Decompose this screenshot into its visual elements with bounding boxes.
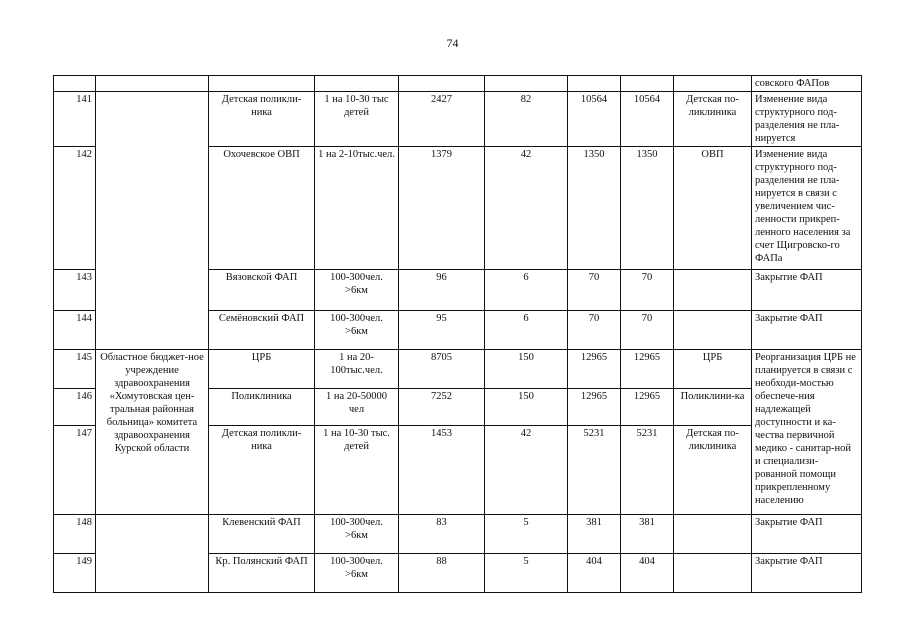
value-3: 381 <box>568 515 621 554</box>
row-note: Закрытие ФАП <box>752 515 862 554</box>
value-3: 10564 <box>568 92 621 147</box>
facilities-table <box>53 75 862 593</box>
value-3: 70 <box>568 270 621 311</box>
norm: 100-300чел. >6км <box>315 270 399 311</box>
unit-name: ЦРБ <box>209 350 315 389</box>
unit-type: Поликлини-ка <box>674 389 752 426</box>
value-1: 7252 <box>399 389 485 426</box>
unit-name: Семёновский ФАП <box>209 311 315 350</box>
norm: 1 на 2-10тыс.чел. <box>315 147 399 270</box>
cell-empty <box>399 76 485 92</box>
cell-empty <box>674 76 752 92</box>
unit-name: Детская поликли-ника <box>209 426 315 515</box>
value-3: 12965 <box>568 389 621 426</box>
value-1: 96 <box>399 270 485 311</box>
value-2: 42 <box>485 147 568 270</box>
table-row <box>54 92 862 147</box>
table-row <box>54 350 862 389</box>
cell-empty <box>209 76 315 92</box>
row-number: 144 <box>54 311 96 350</box>
page-number: 74 <box>446 36 459 50</box>
table-row <box>54 76 862 92</box>
value-1: 1453 <box>399 426 485 515</box>
row-number: 143 <box>54 270 96 311</box>
unit-type <box>674 515 752 554</box>
row-note: Реорганизация ЦРБ не планируется в связи с необходи-мостью обеспече-ния надлежащей доступности и ка-чества первичной медико - санитар-ной и специализи-рованной помощи прикрепленному населению <box>752 350 862 515</box>
organization-name: Областное бюджет-ное учреждение здравоохранения «Хомутовская цен-тральная районная больница» комитета здравоохранения Курской области <box>96 350 209 515</box>
norm: 100-300чел. >6км <box>315 311 399 350</box>
value-4: 10564 <box>621 92 674 147</box>
cell-organization-empty <box>96 92 209 350</box>
value-4: 381 <box>621 515 674 554</box>
value-2: 5 <box>485 554 568 593</box>
value-4: 12965 <box>621 350 674 389</box>
value-2: 6 <box>485 311 568 350</box>
row-number: 141 <box>54 92 96 147</box>
value-3: 5231 <box>568 426 621 515</box>
unit-type <box>674 270 752 311</box>
value-3: 1350 <box>568 147 621 270</box>
norm: 100-300чел. >6км <box>315 515 399 554</box>
value-1: 2427 <box>399 92 485 147</box>
cell-empty <box>621 76 674 92</box>
value-1: 95 <box>399 311 485 350</box>
row-note: Изменение вида структурного под-разделения не пла-нируется <box>752 92 862 147</box>
value-4: 70 <box>621 311 674 350</box>
unit-name: Детская поликли-ника <box>209 92 315 147</box>
row-number: 147 <box>54 426 96 515</box>
value-1: 83 <box>399 515 485 554</box>
cell-empty <box>485 76 568 92</box>
value-4: 404 <box>621 554 674 593</box>
norm: 1 на 10-30 тыс детей <box>315 92 399 147</box>
unit-type <box>674 554 752 593</box>
row-note: Закрытие ФАП <box>752 270 862 311</box>
norm: 100-300чел. >6км <box>315 554 399 593</box>
row-note: Закрытие ФАП <box>752 311 862 350</box>
row-number: 146 <box>54 389 96 426</box>
cell-empty <box>568 76 621 92</box>
value-2: 150 <box>485 389 568 426</box>
norm: 1 на 20-50000 чел <box>315 389 399 426</box>
value-3: 404 <box>568 554 621 593</box>
value-1: 8705 <box>399 350 485 389</box>
value-4: 5231 <box>621 426 674 515</box>
row-number: 148 <box>54 515 96 554</box>
value-3: 12965 <box>568 350 621 389</box>
unit-type: Детская по-ликлиника <box>674 92 752 147</box>
cell-empty <box>54 76 96 92</box>
row-note: Закрытие ФАП <box>752 554 862 593</box>
value-1: 1379 <box>399 147 485 270</box>
value-2: 5 <box>485 515 568 554</box>
value-3: 70 <box>568 311 621 350</box>
row-number: 149 <box>54 554 96 593</box>
row-number: 142 <box>54 147 96 270</box>
norm: 1 на 10-30 тыс. детей <box>315 426 399 515</box>
unit-type <box>674 311 752 350</box>
row-note: совского ФАПов <box>752 76 862 92</box>
row-number: 145 <box>54 350 96 389</box>
value-2: 82 <box>485 92 568 147</box>
cell-empty <box>96 76 209 92</box>
cell-organization-empty <box>96 515 209 593</box>
unit-type: Детская по-ликлиника <box>674 426 752 515</box>
table-row <box>54 515 862 554</box>
value-2: 42 <box>485 426 568 515</box>
unit-name: Поликлиника <box>209 389 315 426</box>
unit-name: Охочевское ОВП <box>209 147 315 270</box>
cell-empty <box>315 76 399 92</box>
unit-type: ЦРБ <box>674 350 752 389</box>
value-4: 12965 <box>621 389 674 426</box>
unit-name: Вязовской ФАП <box>209 270 315 311</box>
value-2: 6 <box>485 270 568 311</box>
value-4: 1350 <box>621 147 674 270</box>
value-4: 70 <box>621 270 674 311</box>
unit-name: Кр. Полянский ФАП <box>209 554 315 593</box>
unit-name: Клевенский ФАП <box>209 515 315 554</box>
value-1: 88 <box>399 554 485 593</box>
value-2: 150 <box>485 350 568 389</box>
unit-type: ОВП <box>674 147 752 270</box>
norm: 1 на 20-100тыс.чел. <box>315 350 399 389</box>
row-note: Изменение вида структурного под-разделения не пла-нируется в связи с увеличением чис-ленности прикреп-ленного населения за счет Щигровско-го ФАПа <box>752 147 862 270</box>
